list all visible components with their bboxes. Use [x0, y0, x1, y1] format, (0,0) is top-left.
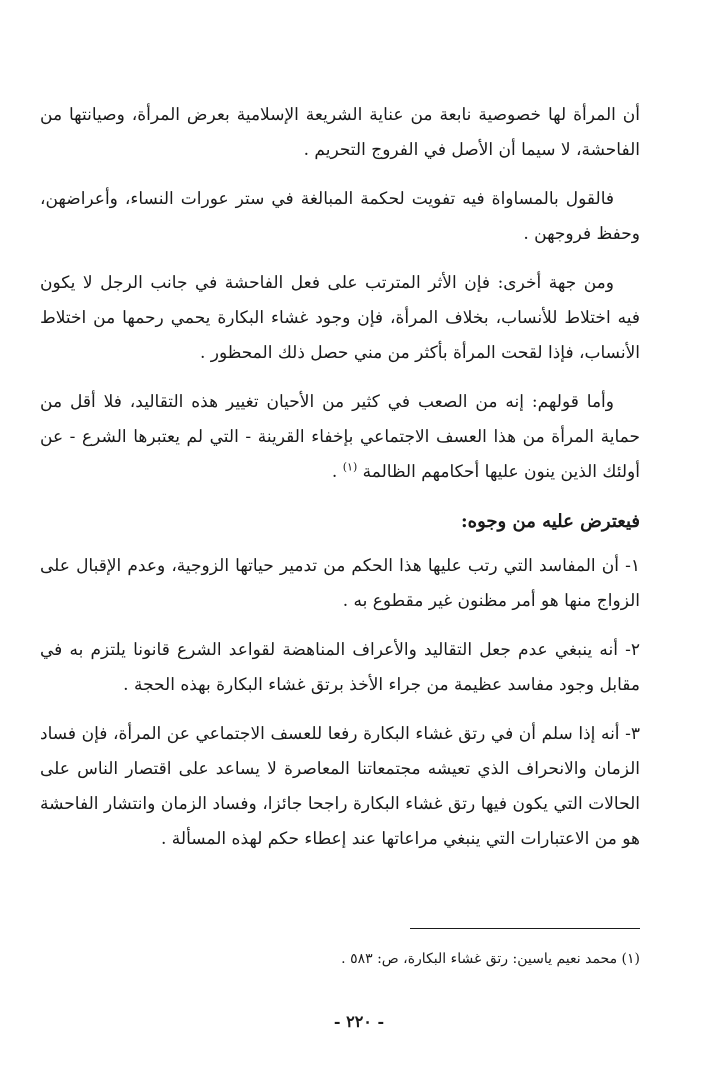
footnote-reference: (١)	[342, 460, 358, 474]
point-1: ١- أن المفاسد التي رتب عليها هذا الحكم من تدمير حياتها الزوجية، وعدم الإقبال على الزواج منها هو أمر مظنون غير مقطوع به .	[40, 556, 640, 611]
paragraph-4-end: .	[331, 462, 343, 482]
point-2: ٢- أنه ينبغي عدم جعل التقاليد والأعراف المناهضة لقواعد الشرع قانونا يلتزم به في مقابل وجود مفاسد عظيمة من جراء الأخذ برتق غشاء البكارة بهذه الحجة .	[40, 640, 640, 695]
paragraph-4-text: وأما قولهم: إنه من الصعب في كثير من الأحيان تغيير هذه التقاليد، فلا أقل من حماية المرأة من هذا العسف الاجتماعي بإخفاء القرينة - التي لم يعتبرها الشرع - عن أولئك الذين ينون عليها أحكامهم الظالمة	[40, 392, 640, 482]
page-body	[40, 98, 640, 871]
section-heading: فيعترض عليه من وجوه:	[461, 511, 640, 532]
page-number: - ٢٢٠ -	[333, 1012, 385, 1031]
paragraph-3: ومن جهة أخرى: فإن الأثر المترتب على فعل الفاحشة في جانب الرجل لا يكون فيه اختلاط للأنساب، بخلاف المرأة، فإن وجود غشاء البكارة يحمي رحمها من اختلاط الأنساب، فإذا لقحت المرأة بأكثر من مني حصل ذلك المحظور .	[40, 273, 640, 363]
footnote: (١) محمد نعيم ياسين: رتق غشاء البكارة، ص: ٥٨٣ .	[341, 951, 640, 967]
paragraph-2: فالقول بالمساواة فيه تفويت لحكمة المبالغة في ستر عورات النساء، وأعراضهن، وحفظ فروجهن .	[40, 189, 640, 244]
point-3: ٣- أنه إذا سلم أن في رتق غشاء البكارة رفعا للعسف الاجتماعي عن المرأة، فإن فساد الزمان والانحراف الذي تعيشه مجتمعاتنا المعاصرة لا يساعد على اقتصار الناس على الحالات التي يكون فيها رتق غشاء البكارة راجحا جائزا، وفساد الزمان وانتشار الفاحشة هو من الاعتبارات التي ينبغي مراعاتها عند إعطاء حكم لهذه المسألة .	[40, 724, 640, 849]
paragraph-1: أن المرأة لها خصوصية نابعة من عناية الشريعة الإسلامية بعرض المرأة، وصيانتها من الفاحشة، لا سيما أن الأصل في الفروج التحريم .	[40, 105, 640, 160]
footnote-divider	[410, 928, 640, 929]
paragraph-4	[40, 385, 640, 490]
